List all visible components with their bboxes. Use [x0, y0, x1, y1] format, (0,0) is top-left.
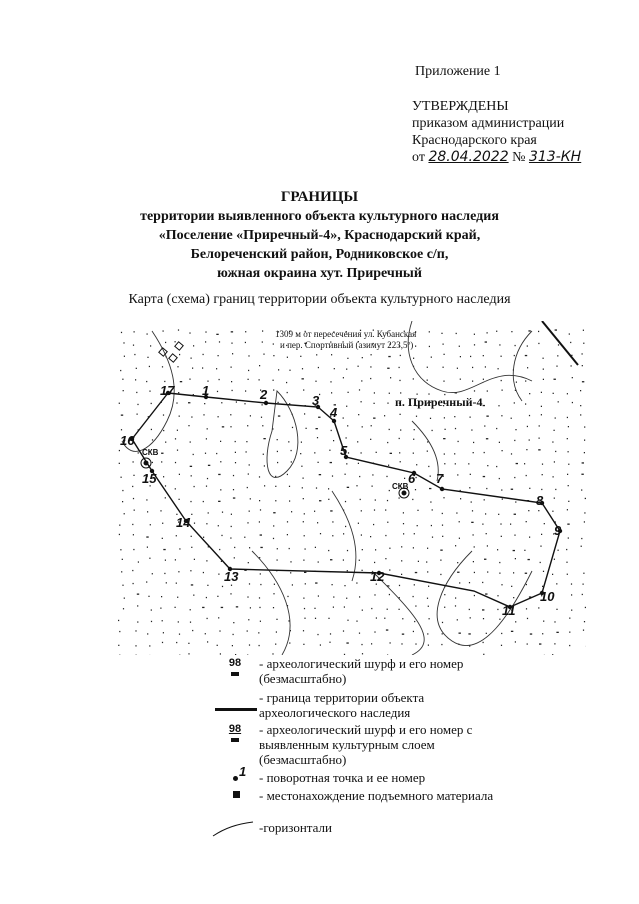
- well-label-1: СКВ: [142, 448, 159, 457]
- legend-text-pit-culture: - археологический шурф и его номер с выявленным культурным слоем (безмасштабно): [259, 722, 473, 767]
- legend-text-point: - поворотная точка и ее номер: [259, 770, 426, 785]
- approved-line-1: приказом администрации: [412, 116, 565, 131]
- well-label-2: СКВ: [392, 482, 409, 491]
- appendix-label: Приложение 1: [415, 64, 501, 79]
- material-symbol: [215, 788, 255, 818]
- title-line-5: южная окраина хут. Приречный: [217, 266, 422, 281]
- point-label-2: 2: [260, 387, 268, 402]
- point-label-1: 1: [202, 383, 210, 398]
- point-label-8: 8: [536, 493, 544, 508]
- legend-item-point: [215, 764, 515, 788]
- legend-text-contour: -горизонтали: [259, 820, 332, 835]
- map-dot-grid: [118, 329, 586, 655]
- title-line-4: Белореченский район, Родниковское с/п,: [190, 247, 449, 262]
- legend-text-boundary: - граница территории объекта археологического наследия: [259, 690, 425, 720]
- boundary-line-symbol: [215, 690, 255, 720]
- map-caption: Карта (схема) границ территории объекта культурного наследия: [128, 292, 511, 307]
- approved-line-2: Краснодарского края: [412, 133, 537, 148]
- legend-item-contour: [215, 820, 515, 838]
- approved-title: УТВЕРЖДЕНЫ: [412, 99, 509, 114]
- approved-date: 28.04.2022: [428, 149, 509, 165]
- legend-item-pit-culture: [215, 722, 515, 770]
- approved-prefix: от: [412, 150, 425, 165]
- point-label-17: 17: [160, 383, 175, 398]
- boundary-line: [132, 393, 560, 607]
- document-title: [0, 188, 639, 283]
- title-line-2: территории выявленного объекта культурного наследия: [140, 209, 499, 224]
- legend-item-boundary: [215, 690, 515, 722]
- pit-culture-symbol: 98: [215, 722, 255, 752]
- point-label-9: 9: [554, 523, 562, 538]
- map-road-line: [542, 321, 578, 365]
- point-label-5: 5: [340, 443, 348, 458]
- approved-no-label: №: [512, 150, 526, 165]
- map-contours: [122, 321, 532, 655]
- approved-number: 313-КН: [528, 149, 582, 165]
- point-label-6: 6: [408, 471, 416, 486]
- title-line-3: «Поселение «Приречный-4», Краснодарский край,: [158, 228, 481, 243]
- point-label-7: 7: [436, 471, 444, 486]
- approval-block: [412, 98, 581, 166]
- point-label-4: 4: [330, 405, 338, 420]
- turning-point-symbol: 1: [215, 770, 255, 800]
- approved-line-3: [412, 149, 581, 166]
- point-label-14: 14: [176, 515, 191, 530]
- point-label-15: 15: [142, 471, 157, 486]
- point-label-10: 10: [540, 589, 555, 604]
- turning-points: [130, 391, 562, 609]
- building-icons: [159, 342, 183, 362]
- point-label-3: 3: [312, 393, 320, 408]
- map-note-line-2: и пер. Спортивный (азимут 223,5º): [280, 340, 414, 350]
- map-note-line-1: 1309 м от пересечения ул. Кубанская: [275, 329, 417, 339]
- point-label-16: 16: [120, 433, 135, 448]
- legend-item-pit: [215, 656, 515, 690]
- map-legend: [215, 656, 515, 838]
- legend-item-material: [215, 788, 515, 820]
- pit-symbol: 98: [215, 656, 255, 686]
- title-line-1: ГРАНИЦЫ: [280, 189, 359, 205]
- legend-text-pit: - археологический шурф и его номер (безмасштабно): [259, 656, 464, 686]
- boundary-map: [112, 321, 586, 655]
- site-label: п. Приречный-4: [395, 395, 483, 409]
- point-label-12: 12: [370, 569, 385, 584]
- point-label-13: 13: [224, 569, 239, 584]
- contour-symbol: [215, 820, 255, 850]
- point-label-11: 11: [502, 603, 516, 618]
- well-markers: [141, 458, 409, 498]
- legend-text-material: - местонахождение подъемного материала: [259, 788, 494, 803]
